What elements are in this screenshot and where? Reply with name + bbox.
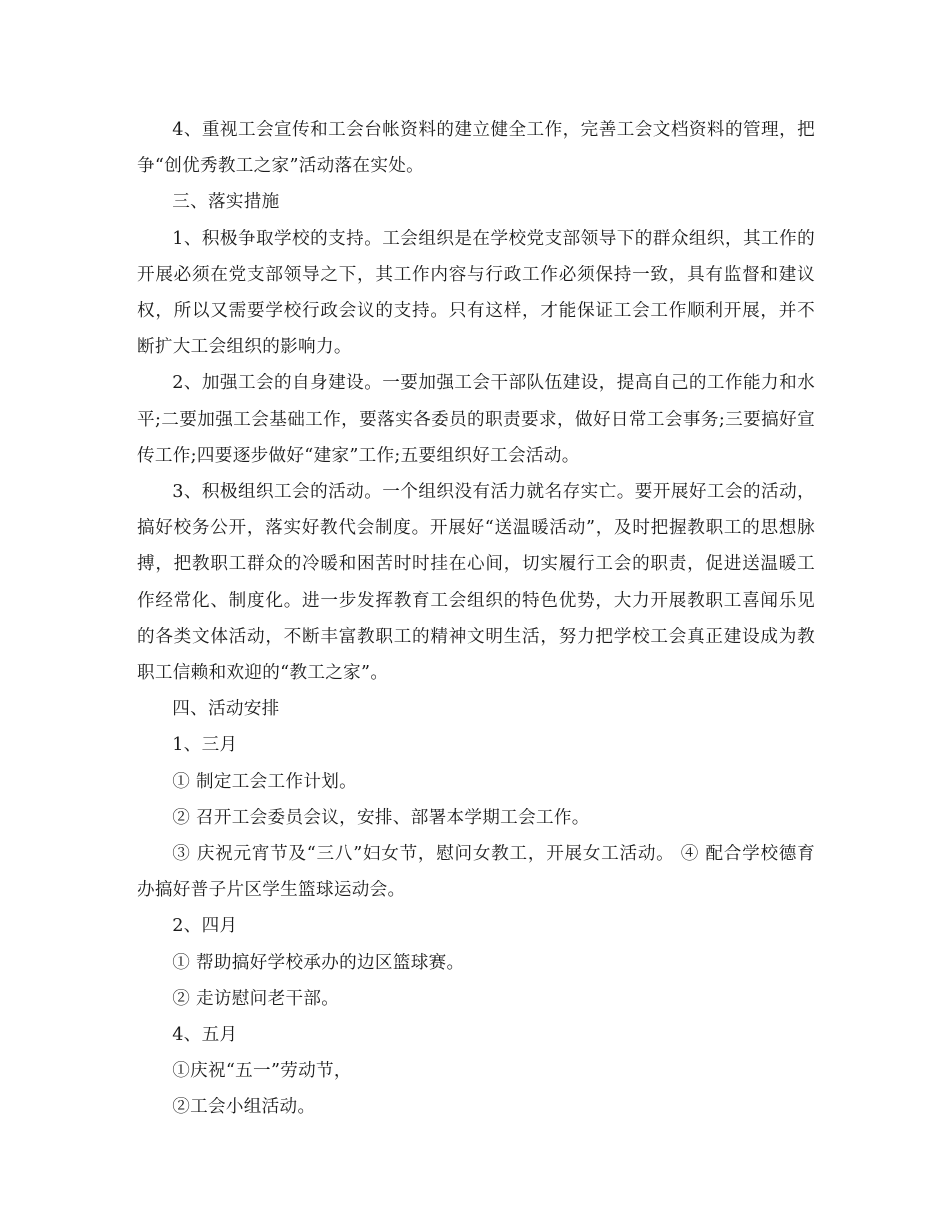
list-item-april-1: ① 帮助搞好学校承办的边区篮球赛。 — [172, 952, 465, 973]
paragraph-union-activities: 3、积极组织工会的活动。一个组织没有活力就名存实亡。要开展好工会的活动，搞好校务公开，落实好教代会制度。开展好“送温暖活动”，及时把握教职工的思想脉搏，把教职工群众的冷暖和困苦时时挂在心间，切实履行工会的职责，促进送温暖工作经常化、制度化。进一步发挥教育工会组织的特色优势，大力开展教职工喜闻乐见的各类文体活动，不断丰富教职工的精神文明生活，努力把学校工会真正建设成为教职工信赖和欢迎的“教工之家”。 — [137, 482, 815, 684]
heading-implementation-measures: 三、落实措施 — [172, 192, 280, 213]
list-item-may-2: ②工会小组活动。 — [172, 1097, 316, 1118]
paragraph-self-building: 2、加强工会的自身建设。一要加强工会干部队伍建设，提高自己的工作能力和水平;二要加强工会基础工作，要落实各委员的职责要求，做好日常工会事务;三要搞好宣传工作;四要逐步做好“建家”工作;五要组织好工会活动。 — [137, 373, 815, 466]
subheading-march: 1、三月 — [172, 735, 238, 756]
paragraph-school-support: 1、积极争取学校的支持。工会组织是在学校党支部领导下的群众组织，其工作的开展必须在党支部领导之下，其工作内容与行政工作必须保持一致，具有监督和建议权，所以又需要学校行政会议的支持。只有这样，才能保证工会工作顺利开展，并不断扩大工会组织的影响力。 — [137, 228, 815, 358]
list-item-april-2: ② 走访慰问老干部。 — [172, 988, 340, 1009]
subheading-may: 4、五月 — [172, 1025, 238, 1046]
list-item-march-1: ① 制定工会工作计划。 — [172, 771, 358, 792]
document-body — [137, 112, 815, 1126]
paragraph-archive-management: 4、重视工会宣传和工会台帐资料的建立健全工作，完善工会文档资料的管理，把争“创优秀教工之家”活动落在实处。 — [137, 120, 815, 177]
subheading-april: 2、四月 — [172, 916, 238, 937]
heading-activity-schedule: 四、活动安排 — [172, 699, 280, 720]
list-item-may-1: ①庆祝“五一”劳动节， — [172, 1061, 352, 1082]
list-item-march-2: ② 召开工会委员会议，安排、部署本学期工会工作。 — [172, 807, 590, 828]
list-item-march-3-4: ③ 庆祝元宵节及“三八”妇女节，慰问女教工，开展女工活动。 ④ 配合学校德育办搞好普子片区学生篮球运动会。 — [137, 844, 815, 901]
